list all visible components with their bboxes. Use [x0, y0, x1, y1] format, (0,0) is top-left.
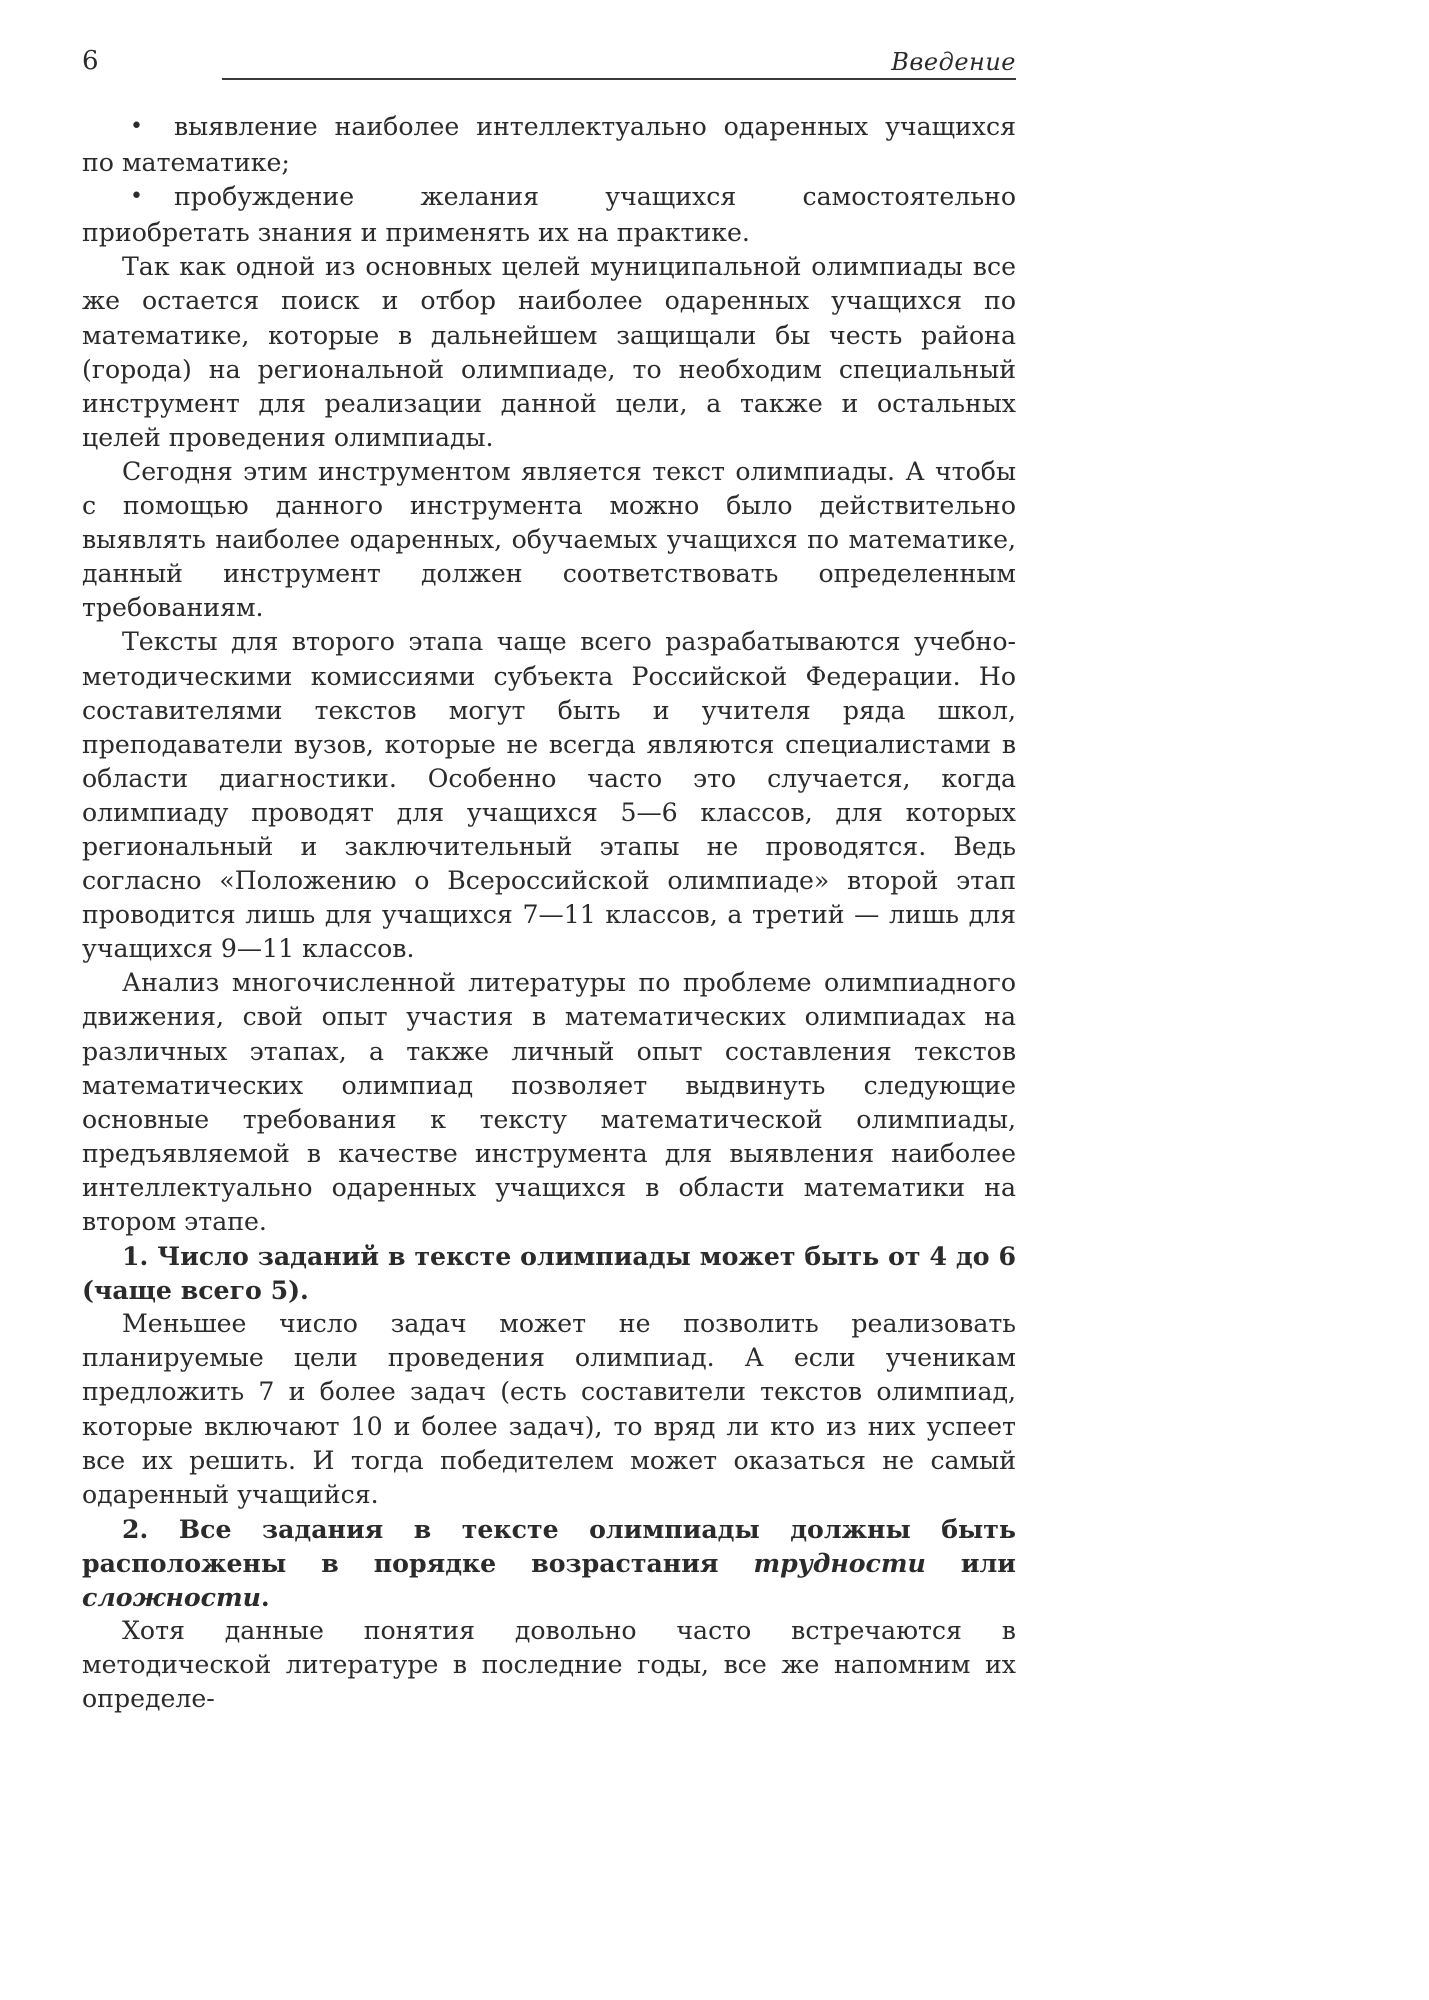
requirement-heading-1: 1. Число заданий в тексте олимпиады может быть от 4 до 6 (чаще всего 5).	[82, 1241, 1016, 1306]
bullet-item	[82, 180, 1016, 250]
bullet-text: выявление наиболее интеллектуально одаренных учащихся по математике;	[82, 112, 1016, 178]
running-header	[82, 42, 1016, 80]
header-rule-gap	[82, 78, 222, 80]
heading-text: 2. Все задания в тексте олимпиады должны быть расположены в порядке возрастания	[82, 1513, 1016, 1578]
bullet-text: пробуждение желания учащихся самостоятельно приобретать знания и применять их на практике.	[82, 182, 1016, 248]
page-number: 6	[82, 46, 99, 76]
heading-text: .	[260, 1582, 270, 1613]
running-section-title: Введение	[891, 48, 1016, 76]
paragraph: Хотя данные понятия довольно часто встречаются в методической литературе в последние годы, все же напомним их определе-	[82, 1616, 1016, 1714]
requirement-heading-2	[82, 1512, 1016, 1614]
heading-text: или	[925, 1547, 1016, 1578]
paragraph: Сегодня этим инструментом является текст олимпиады. А чтобы с помощью данного инструмента можно было действительно выявлять наиболее одаренных, обучаемых учащихся по математике, данный инструмент должен соответствовать определенным требованиям.	[82, 456, 1016, 623]
paragraph: Анализ многочисленной литературы по проблеме олимпиадного движения, свой опыт участия в математических олимпиадах на различных этапах, а также личный опыт составления текстов математических олимпиад позволяет выдвинуть следующие основные требования к тексту математической олимпиады, предъявляемой в качестве инструмента для выявления наиболее интеллектуально одаренных учащихся в области математики на втором этапе.	[82, 968, 1016, 1236]
bullet-item	[82, 110, 1016, 180]
bullet-icon: •	[130, 184, 143, 210]
paragraph: Меньшее число задач может не позволить реализовать планируемые цели проведения олимпиад. А если ученикам предложить 7 и более задач (есть составители текстов олимпиад, которые включают 10 и более задач), то вряд ли кто из них успеет все их решить. И тогда победителем может оказаться не самый одаренный учащийся.	[82, 1309, 1016, 1509]
bullet-icon: •	[130, 114, 143, 139]
heading-emphasis-difficulty: трудности	[753, 1547, 926, 1578]
paragraph: Так как одной из основных целей муниципальной олимпиады все же остается поиск и отбор наиболее одаренных учащихся по математике, которые в дальнейшем защищали бы честь района (города) на региональной олимпиаде, то необходим специальный инструмент для реализации данной цели, а также и остальных целей проведения олимпиады.	[82, 252, 1016, 452]
heading-emphasis-complexity: сложности	[82, 1582, 261, 1613]
paragraph: Тексты для второго этапа чаще всего разрабатываются учебно-методическими комиссиями субъекта Российской Федерации. Но составителями текстов могут быть и учителя ряда школ, преподаватели вузов, которые не всегда являются специалистами в области диагностики. Особенно часто это случается, когда олимпиаду проводят для учащихся 5—6 классов, для которых региональный и заключительный этапы не проводятся. Ведь согласно «Положению о Всероссийской олимпиаде» второй этап проводится лишь для учащихся 7—11 классов, а третий — лишь для учащихся 9—11 классов.	[82, 627, 1016, 964]
page-body	[82, 110, 1016, 1716]
